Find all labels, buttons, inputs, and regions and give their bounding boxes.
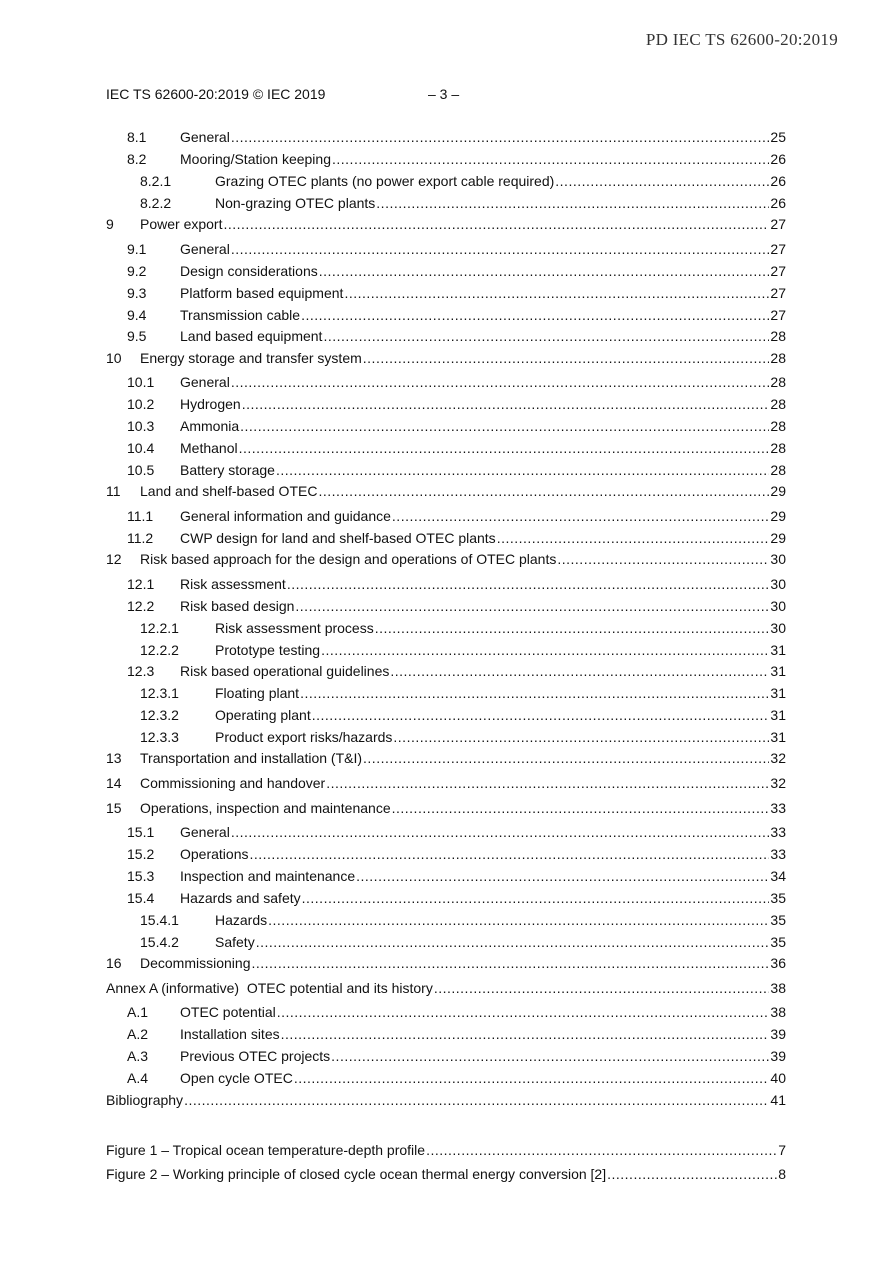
dot-leader [240, 416, 769, 436]
toc-entry-title: Land and shelf-based OTEC [140, 483, 318, 499]
toc-entry-title: General [180, 241, 230, 257]
running-header-left: IEC TS 62600-20:2019 © IEC 2019 [106, 86, 326, 102]
toc-entry-number: 10.1 [127, 374, 155, 390]
toc-entry-page: 7 [778, 1142, 786, 1158]
dot-leader [392, 798, 770, 818]
dot-leader [321, 640, 769, 660]
toc-entry[interactable] [106, 683, 786, 703]
toc-entry-number: 8.1 [127, 129, 147, 145]
toc-entry-title: Operating plant [215, 707, 311, 723]
toc-entry[interactable] [106, 416, 786, 436]
toc-entry-number: 15.3 [127, 868, 155, 884]
toc-entry-page: 40 [770, 1070, 786, 1086]
toc-entry-number: 10.2 [127, 396, 155, 412]
toc-entry-page: 35 [770, 912, 786, 928]
dot-leader [231, 127, 770, 147]
toc-entry-number: 11 [106, 483, 121, 499]
toc-entry-page: 29 [770, 483, 786, 499]
toc-entry-title: Risk based design [180, 598, 295, 614]
toc-entry-title: Figure 1 – Tropical ocean temperature-depth profile [106, 1142, 426, 1158]
dot-leader [426, 1140, 777, 1160]
toc-entry-number: 10.3 [127, 418, 155, 434]
toc-entry[interactable] [106, 773, 786, 793]
toc-entry[interactable] [106, 326, 786, 346]
toc-entry-title: OTEC potential and its history [246, 980, 433, 996]
toc-entry-title: Commissioning and handover [140, 775, 326, 791]
toc-entry-number: 10.4 [127, 440, 155, 456]
toc-entry-title: General [180, 374, 230, 390]
toc-entry[interactable] [106, 528, 786, 548]
toc-entry-number: 13 [106, 750, 122, 766]
toc-entry-title: Non-grazing OTEC plants [215, 195, 376, 211]
toc-entry-title: Methanol [180, 440, 238, 456]
toc-entry-number: 9.2 [127, 263, 147, 279]
toc-entry-title: Ammonia [180, 418, 240, 434]
dot-leader [332, 149, 769, 169]
toc-entry[interactable] [106, 705, 786, 725]
toc-entry-page: 31 [770, 707, 786, 723]
dot-leader [312, 705, 770, 725]
dot-leader [375, 618, 770, 638]
toc-entry-number: 12.2.2 [140, 642, 179, 658]
document-id: PD IEC TS 62600-20:2019 [645, 30, 838, 49]
dot-leader [331, 1046, 769, 1066]
toc-entry-title: Risk based approach for the design and operations of OTEC plants [140, 551, 557, 567]
toc-entry[interactable] [106, 866, 786, 886]
toc-entry-title: Open cycle OTEC [180, 1070, 293, 1086]
toc-entry-number: 15 [106, 800, 122, 816]
toc-entry-title: General information and guidance [180, 508, 391, 524]
toc-entry-page: 29 [770, 530, 786, 546]
toc-entry-number: 15.4 [127, 890, 155, 906]
toc-entry-number: 8.2 [127, 151, 147, 167]
toc-entry-title: Operations, inspection and maintenance [140, 800, 391, 816]
toc-entry-page: 35 [770, 934, 786, 950]
toc-entry-page: 33 [770, 824, 786, 840]
dot-leader [249, 844, 769, 864]
toc-entry-page: 28 [770, 418, 786, 434]
dot-leader [294, 1068, 770, 1088]
toc-entry-page: 39 [770, 1048, 786, 1064]
toc-entry-title: Decommissioning [140, 955, 251, 971]
toc-entry[interactable] [106, 305, 786, 325]
toc-entry[interactable] [106, 1090, 786, 1110]
dot-leader [256, 932, 770, 952]
dot-leader [277, 1002, 770, 1022]
dot-leader [231, 239, 770, 259]
toc-entry[interactable] [106, 1046, 786, 1066]
dot-leader [363, 748, 769, 768]
dot-leader [281, 1024, 770, 1044]
toc-entry[interactable] [106, 214, 786, 234]
toc-entry[interactable] [106, 127, 786, 147]
toc-entry[interactable] [106, 171, 786, 191]
toc-entry-page: 28 [770, 396, 786, 412]
toc-entry[interactable] [106, 394, 786, 414]
toc-entry-number: 15.2 [127, 846, 155, 862]
toc-entry-title: Safety [215, 934, 255, 950]
toc-entry-title: Land based equipment [180, 328, 323, 344]
toc-entry-page: 28 [770, 328, 786, 344]
toc-entry[interactable] [106, 822, 786, 842]
toc-entry[interactable] [106, 727, 786, 747]
toc-entry[interactable] [106, 932, 786, 952]
toc-entry-title: Risk based operational guidelines [180, 663, 390, 679]
toc-entry-page: 38 [770, 1004, 786, 1020]
dot-leader [390, 661, 769, 681]
toc-entry[interactable] [106, 460, 786, 480]
toc-entry-page: 26 [770, 151, 786, 167]
dot-leader [356, 866, 769, 886]
toc-entry-title: Power export [140, 216, 223, 232]
toc-entry[interactable] [106, 372, 786, 392]
toc-entry-page: 27 [770, 263, 786, 279]
toc-entry-page: 27 [770, 307, 786, 323]
toc-entry[interactable] [106, 1140, 786, 1160]
toc-entry[interactable] [106, 506, 786, 526]
toc-entry[interactable] [106, 618, 786, 638]
dot-leader [323, 326, 769, 346]
toc-entry-page: 31 [770, 729, 786, 745]
toc-entry-number: 8.2.1 [140, 173, 172, 189]
toc-entry-number: 10 [106, 350, 122, 366]
toc-entry-number: A.4 [127, 1070, 149, 1086]
toc-entry-page: 28 [770, 440, 786, 456]
page-number: – 3 – [428, 86, 460, 102]
toc-entry[interactable] [106, 438, 786, 458]
toc-entry-title: Design considerations [180, 263, 318, 279]
toc-entry-page: 27 [770, 285, 786, 301]
toc-entry-page: 25 [770, 129, 786, 145]
toc-entry-number: 12.3.3 [140, 729, 179, 745]
toc-entry-number: 12.3.1 [140, 685, 179, 701]
toc-entry-number: 9 [106, 216, 114, 232]
toc-entry-title: Risk assessment process [215, 620, 374, 636]
dot-leader [287, 574, 770, 594]
toc-entry-number: 12.2 [127, 598, 155, 614]
toc-entry[interactable] [106, 596, 786, 616]
toc-entry-title: Battery storage [180, 462, 275, 478]
toc-entry-number: 15.4.2 [140, 934, 179, 950]
dot-leader [434, 978, 770, 998]
toc-entry-page: 38 [770, 980, 786, 996]
toc-entry-number: 9.1 [127, 241, 147, 257]
toc-entry-title: Operations [180, 846, 249, 862]
dot-leader [242, 394, 770, 414]
toc-entry-title: Inspection and maintenance [180, 868, 356, 884]
toc-entry-page: 39 [770, 1026, 786, 1042]
toc-entry-number: 10.5 [127, 462, 155, 478]
toc-entry-page: 34 [770, 868, 786, 884]
toc-entry-number: A.1 [127, 1004, 149, 1020]
dot-leader [223, 214, 769, 234]
dot-leader [376, 193, 769, 213]
toc-entry[interactable] [106, 481, 786, 501]
toc-entry[interactable] [106, 844, 786, 864]
toc-entry-number: A.2 [127, 1026, 149, 1042]
dot-leader [555, 171, 769, 191]
dot-leader [607, 1164, 777, 1184]
dot-leader [251, 953, 769, 973]
toc-entry-title: Product export risks/hazards [215, 729, 393, 745]
dot-leader [301, 305, 769, 325]
toc-entry-page: 33 [770, 800, 786, 816]
toc-entry-number: 12.3.2 [140, 707, 179, 723]
toc-entry-title: Figure 2 – Working principle of closed cycle ocean thermal energy conversion [2] [106, 1166, 607, 1182]
toc-entry-title: Bibliography [106, 1092, 184, 1108]
toc-entry[interactable] [106, 888, 786, 908]
toc-entry[interactable] [106, 910, 786, 930]
toc-entry-number: 8.2.2 [140, 195, 172, 211]
toc-entry-number: 11.1 [127, 508, 154, 524]
toc-entry-page: 29 [770, 508, 786, 524]
toc-entry-number: 12.3 [127, 663, 155, 679]
toc-entry[interactable] [106, 1164, 786, 1184]
toc-entry-title: CWP design for land and shelf-based OTEC plants [180, 530, 496, 546]
toc-entry-page: 28 [770, 462, 786, 478]
toc-entry-title: Installation sites [180, 1026, 280, 1042]
toc-entry-title: Transmission cable [180, 307, 301, 323]
dot-leader [302, 888, 770, 908]
dot-leader [497, 528, 770, 548]
toc-entry[interactable] [106, 953, 786, 973]
toc-entry-number: 11.2 [127, 530, 154, 546]
dot-leader [392, 506, 770, 526]
toc-entry-page: 30 [770, 620, 786, 636]
dot-leader [363, 348, 770, 368]
toc-entry-title: OTEC potential [180, 1004, 276, 1020]
toc-entry-title: Transportation and installation (T&I) [140, 750, 363, 766]
toc-entry[interactable] [106, 261, 786, 281]
dot-leader [231, 822, 770, 842]
toc-entry-page: 27 [770, 216, 786, 232]
toc-entry-number: 15.1 [127, 824, 155, 840]
toc-entry-page: 32 [770, 775, 786, 791]
toc-entry[interactable] [106, 798, 786, 818]
toc-entry-number: 12.1 [127, 576, 155, 592]
dot-leader [184, 1090, 769, 1110]
toc-entry-page: 26 [770, 195, 786, 211]
toc-entry[interactable] [106, 239, 786, 259]
toc-entry-number: 9.4 [127, 307, 147, 323]
toc-entry-page: 33 [770, 846, 786, 862]
toc-entry-number: 9.3 [127, 285, 147, 301]
toc-entry-title: Risk assessment [180, 576, 286, 592]
toc-entry-title: Previous OTEC projects [180, 1048, 331, 1064]
toc-entry-page: 31 [770, 685, 786, 701]
toc-entry[interactable] [106, 283, 786, 303]
toc-entry-title: Mooring/Station keeping [180, 151, 331, 167]
toc-entry-number: 15.4.1 [140, 912, 179, 928]
toc-entry-title: Prototype testing [215, 642, 321, 658]
toc-entry-title: Hazards and safety [180, 890, 301, 906]
toc-entry-page: 32 [770, 750, 786, 766]
toc-entry[interactable] [106, 574, 786, 594]
toc-entry-number: 9.5 [127, 328, 147, 344]
toc-entry-title: Platform based equipment [180, 285, 344, 301]
dot-leader [300, 683, 769, 703]
toc-entry[interactable] [106, 549, 786, 569]
dot-leader [393, 727, 769, 747]
toc-entry[interactable] [106, 348, 786, 368]
toc-entry-page: 30 [770, 598, 786, 614]
toc-entry-number: 16 [106, 955, 122, 971]
dot-leader [239, 438, 770, 458]
toc-entry[interactable] [106, 1024, 786, 1044]
toc-entry-number: 14 [106, 775, 122, 791]
dot-leader [344, 283, 769, 303]
toc-entry-page: 31 [770, 642, 786, 658]
toc-entry-page: 26 [770, 173, 786, 189]
toc-entry-page: 35 [770, 890, 786, 906]
toc-entry-page: 31 [770, 663, 786, 679]
dot-leader [276, 460, 769, 480]
toc-entry[interactable] [106, 661, 786, 681]
toc-entry[interactable] [106, 748, 786, 768]
dot-leader [557, 549, 769, 569]
toc-entry-page: 8 [778, 1166, 786, 1182]
toc-entry-page: 41 [770, 1092, 786, 1108]
toc-entry-number: 12 [106, 551, 122, 567]
toc-entry[interactable] [106, 1068, 786, 1088]
dot-leader [231, 372, 770, 392]
dot-leader [295, 596, 769, 616]
toc-entry-title: General [180, 129, 230, 145]
toc-entry-page: 36 [770, 955, 786, 971]
toc-entry-page: 30 [770, 576, 786, 592]
toc-entry[interactable] [106, 193, 786, 213]
toc-entry-title: Grazing OTEC plants (no power export cable required) [215, 173, 555, 189]
toc-entry-title: Energy storage and transfer system [140, 350, 362, 366]
toc-entry-page: 30 [770, 551, 786, 567]
toc-entry-title: General [180, 824, 230, 840]
dot-leader [318, 481, 769, 501]
dot-leader [326, 773, 769, 793]
toc-entry-title: Hydrogen [180, 396, 241, 412]
toc-entry[interactable] [106, 1002, 786, 1022]
toc-entry[interactable] [106, 149, 786, 169]
toc-entry-title: Hazards [215, 912, 268, 928]
toc-entry-page: 27 [770, 241, 786, 257]
dot-leader [268, 910, 769, 930]
toc-entry-page: 28 [770, 350, 786, 366]
toc-entry-number: 12.2.1 [140, 620, 179, 636]
dot-leader [319, 261, 770, 281]
toc-entry-page: 28 [770, 374, 786, 390]
toc-entry-number: A.3 [127, 1048, 149, 1064]
toc-entry[interactable] [106, 640, 786, 660]
toc-entry-title: Floating plant [215, 685, 300, 701]
toc-entry[interactable] [106, 978, 786, 998]
toc-entry-number: Annex A (informative) [106, 980, 247, 996]
